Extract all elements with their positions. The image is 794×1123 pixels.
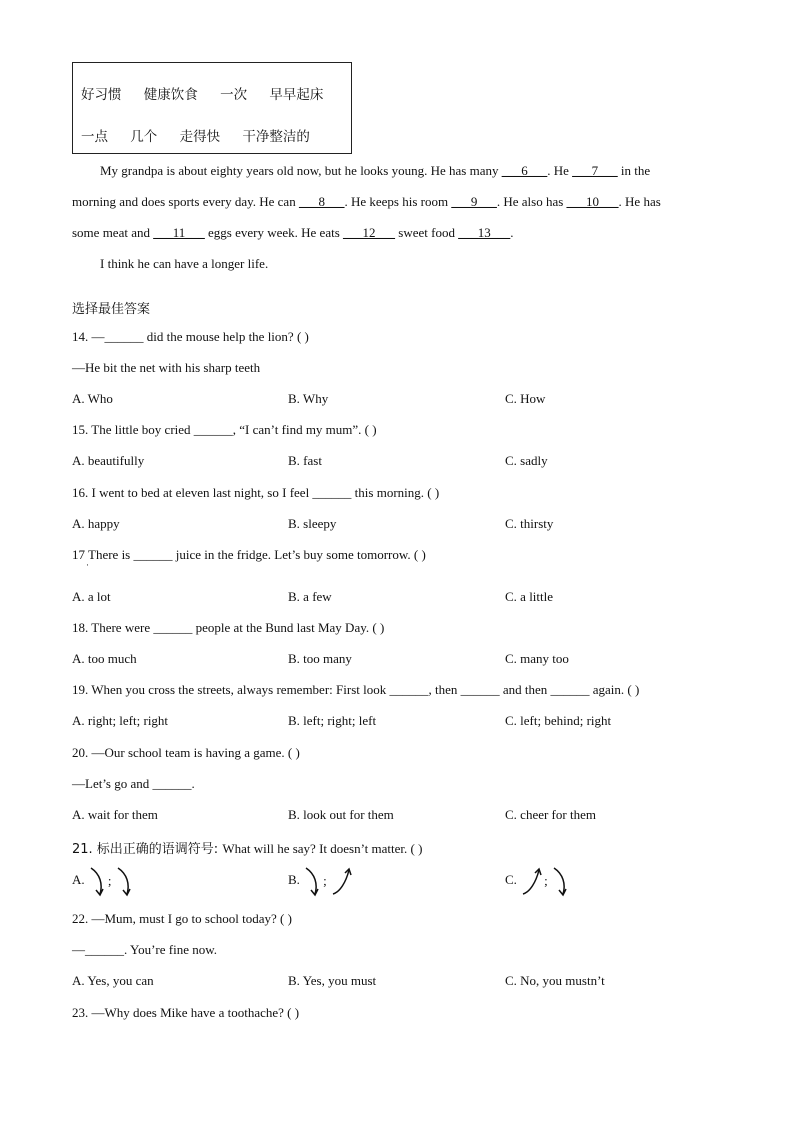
question-21-instruction: 21. 标出正确的语调符号: (72, 842, 223, 857)
question-18-stem: 18. There were ______ people at the Bund last May Day. ( ) (72, 620, 385, 635)
question-20-response: —Let’s go and ______. (72, 776, 195, 791)
falling-intonation-arrow-icon (115, 864, 135, 900)
blank-12: ___12___ (343, 225, 396, 240)
question-21-option-a[interactable] (72, 864, 135, 900)
rising-intonation-arrow-icon (330, 864, 354, 900)
passage-line-4: I think he can have a longer life. (100, 256, 269, 271)
question-20-option-c[interactable]: C. cheer for them (505, 807, 596, 822)
passage-text: morning and does sports every day. He can (72, 194, 299, 209)
question-19-option-c[interactable]: C. left; behind; right (505, 713, 612, 728)
question-21-sentence: What will he say? It doesn’t matter. ( ) (222, 841, 423, 856)
option-label: A. (72, 871, 85, 887)
passage-line-3 (72, 225, 513, 241)
question-15-option-a[interactable]: A. beautifully (72, 453, 145, 468)
word-bank-item: 健康饮食 (143, 87, 198, 103)
question-16-stem: 16. I went to bed at eleven last night, so I feel ______ this morning. ( ) (72, 485, 440, 500)
blank-13: ___13___ (458, 225, 511, 240)
question-15-option-c[interactable]: C. sadly (505, 453, 548, 468)
option-label: B. (288, 871, 300, 887)
question-19-stem: 19. When you cross the streets, always remember: First look ______, then ______ and then ______ again. ( ) (72, 682, 640, 697)
word-bank-item: 一点 (81, 129, 108, 145)
question-14-response: —He bit the net with his sharp teeth (72, 360, 261, 375)
word-bank-row-1 (81, 83, 341, 103)
question-14-stem: 14. —______ did the mouse help the lion? ( ) (72, 329, 309, 344)
question-20-option-b[interactable]: B. look out for them (288, 807, 394, 822)
question-16-option-a[interactable]: A. happy (72, 516, 120, 531)
passage-text: sweet food (395, 225, 459, 240)
question-14-option-c[interactable]: C. How (505, 391, 546, 406)
separator: ; (107, 872, 112, 888)
passage-text: eggs every week. He eats (204, 225, 344, 240)
question-19-option-a[interactable]: A. right; left; right (72, 713, 169, 728)
passage-text: in the (617, 163, 651, 178)
question-21-stem (72, 838, 422, 857)
question-20-stem: 20. —Our school team is having a game. ( ) (72, 745, 300, 760)
section-title: 选择最佳答案 (72, 302, 151, 317)
passage-text: . He (547, 163, 573, 178)
question-14-option-a[interactable]: A. Who (72, 391, 113, 406)
question-18-option-c[interactable]: C. many too (505, 651, 569, 666)
question-22-stem: 22. —Mum, must I go to school today? ( ) (72, 911, 292, 926)
question-17-stem: 17 There is ______ juice in the fridge. Let’s buy some tomorrow. ( ) (72, 547, 426, 562)
word-bank-box (72, 62, 352, 154)
question-22-response: —______. You’re fine now. (72, 942, 218, 957)
blank-6: ___6___ (501, 163, 548, 178)
blank-10: ___10___ (566, 194, 619, 209)
falling-intonation-arrow-icon (88, 864, 108, 900)
passage-text: . He has (618, 194, 661, 209)
falling-intonation-arrow-icon (551, 864, 571, 900)
stray-dot: · (86, 560, 89, 570)
question-15-stem: 15. The little boy cried ______, “I can’t find my mum”. ( ) (72, 422, 377, 437)
question-20-option-a[interactable]: A. wait for them (72, 807, 158, 822)
word-bank-item: 一次 (220, 87, 248, 103)
question-17-option-c[interactable]: C. a little (505, 589, 554, 604)
falling-intonation-arrow-icon (303, 864, 323, 900)
blank-8: ___8___ (298, 194, 345, 209)
blank-7: ___7___ (572, 163, 618, 178)
question-22-option-a[interactable]: A. Yes, you can (72, 973, 154, 988)
question-16-option-c[interactable]: C. thirsty (505, 516, 554, 531)
question-22-option-c[interactable]: C. No, you mustn’t (505, 973, 605, 988)
question-16-option-b[interactable]: B. sleepy (288, 516, 337, 531)
passage-text: . He keeps his room (344, 194, 452, 209)
question-18-option-a[interactable]: A. too much (72, 651, 137, 666)
word-bank-item: 早早起床 (269, 87, 324, 103)
question-15-option-b[interactable]: B. fast (288, 453, 322, 468)
passage-text: My grandpa is about eighty years old now, but he looks young. He has many (100, 163, 502, 178)
word-bank-row-2 (81, 125, 328, 145)
passage-text: some meat and (72, 225, 154, 240)
blank-9: ___9___ (451, 194, 497, 209)
question-21-option-b[interactable] (288, 864, 354, 900)
word-bank-item: 走得快 (179, 129, 221, 145)
blank-11: ___11___ (153, 225, 205, 240)
word-bank-item: 好习惯 (81, 87, 122, 103)
word-bank-item: 干净整洁的 (242, 129, 310, 145)
question-17-option-a[interactable]: A. a lot (72, 589, 111, 604)
rising-intonation-arrow-icon (520, 864, 544, 900)
option-label: C. (505, 871, 517, 887)
passage-line-1 (100, 163, 650, 179)
question-21-option-c[interactable] (505, 864, 571, 900)
question-18-option-b[interactable]: B. too many (288, 651, 352, 666)
question-19-option-b[interactable]: B. left; right; left (288, 713, 377, 728)
passage-line-2 (72, 194, 661, 210)
passage-text: . (510, 225, 514, 240)
question-14-option-b[interactable]: B. Why (288, 391, 329, 406)
question-22-option-b[interactable]: B. Yes, you must (288, 973, 377, 988)
word-bank-item: 几个 (130, 129, 158, 145)
passage-text: . He also has (496, 194, 567, 209)
separator: ; (323, 872, 327, 888)
separator: ; (544, 872, 548, 888)
question-23-stem: 23. —Why does Mike have a toothache? ( ) (72, 1005, 300, 1020)
question-17-option-b[interactable]: B. a few (288, 589, 332, 604)
